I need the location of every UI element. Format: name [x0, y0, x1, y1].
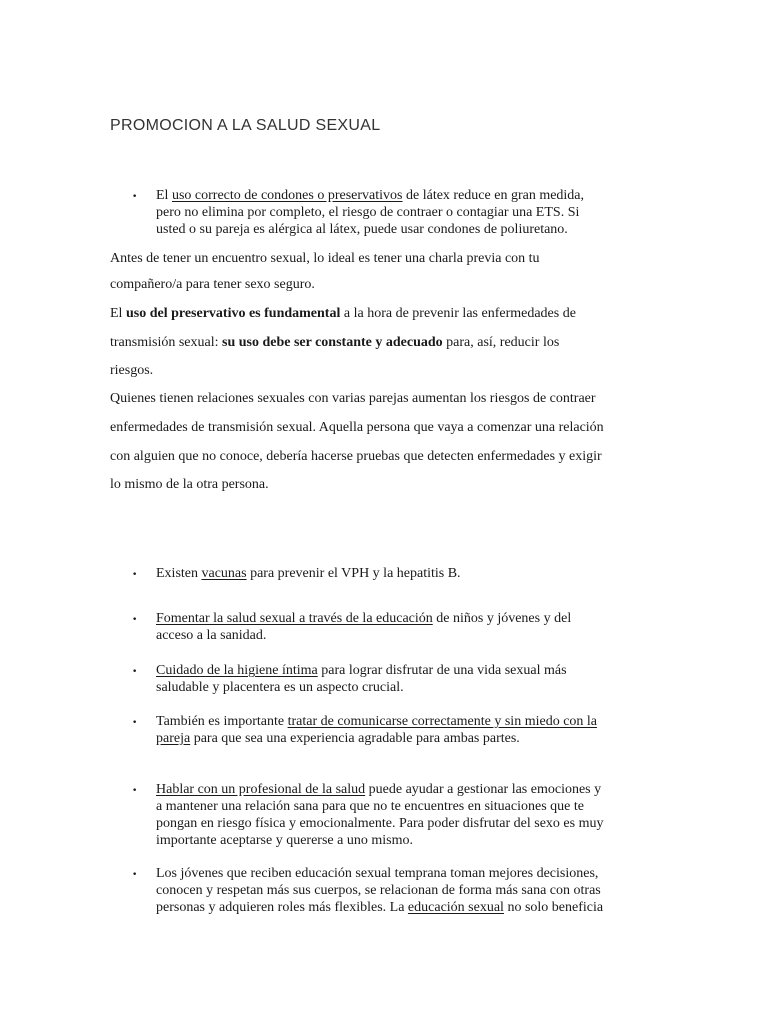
link-fomentar-salud-sexual[interactable]: Fomentar la salud sexual a través de la educación — [156, 611, 433, 626]
bullet-1-line-1: El uso correcto de condones o preservativos de látex reduce en gran medida, — [156, 188, 585, 203]
bullet-3-marker: • — [132, 615, 138, 625]
bullet-1 — [156, 187, 584, 238]
bullet-1-line-2: pero no elimina por completo, el riesgo de contraer o contagiar una ETS. Si — [156, 205, 580, 220]
link-educacion-sexual[interactable]: educación sexual — [407, 900, 504, 915]
bullet-5-marker: • — [132, 718, 138, 728]
bullet-6-marker: • — [132, 786, 138, 796]
document-page: PROMOCION A LA SALUD SEXUAL • El uso correcto de condones o preservativos de látex reduce en gran medida, pero no elimina por completo, el riesgo de contraer o contagiar una ETS. Si usted o su pareja es alérgica al látex, puede usar condones de poliuretano. Antes de tener un encuentro sexual, lo ideal es tener una charla previa con tu compañero/a para tener sexo seguro. El uso del preservativo es fundamental a la hora de prevenir las enfermedades de transmisión sexual: su uso debe ser constante y adecuado para, así, reducir los riesgos. Quienes tienen relaciones sexuales con varias parejas aumentan los riesgos de contraer enfermedades de transmisión sexual. Aquella persona que vaya a comenzar una relación con alguien que no conoce, debería hacerse pruebas que detecten enfermedades y exigir lo mismo de la otra persona. • Existen vacunas para prevenir el VPH y la hepatitis B. • Fomentar la salud sexual a través de la educación de niños y jóvenes y del acceso a la sanidad. • Cuidado de la higiene íntima para lograr disfrutar de una vida sexual más saludable y placentera es un aspecto crucial. • También es importante tratar de comunicarse correctamente y sin miedo con la pareja para que sea una experiencia agradable para ambas partes. • Hablar con un profesional de la salud puede ayudar a gestionar las emociones y a mantener una relación sana para que no te encuentres en situaciones que te pongan en riesgo física y emocionalmente. Para poder disfrutar del sexo es muy importante aceptarse y quererse a uno mismo. • Los jóvenes que reciben educación sexual temprana toman mejores decisiones, conocen y respetan más sus cuerpos, se relacionan de forma más sana con otras personas y adquieren roles más flexibles. La educación sexual no solo beneficia — [0, 0, 768, 1024]
bullet-4: Cuidado de la higiene íntima para lograr disfrutar de una vida sexual más saludable y placentera es un aspecto crucial. — [156, 663, 567, 695]
link-hablar-profesional[interactable]: Hablar con un profesional de la salud — [156, 782, 366, 797]
link-comunicarse[interactable]: tratar de comunicarse correctamente y sin miedo con la — [287, 714, 598, 729]
bullet-6: Hablar con un profesional de la salud puede ayudar a gestionar las emociones y a mantener una relación sana para que no te encuentres en situaciones que te pongan en riesgo física y emocionalmente. Para poder disfrutar del sexo es muy importante aceptarse y quererse a uno mismo. — [156, 782, 604, 848]
bullet-1-line-3: usted o su pareja es alérgica al látex, puede usar condones de poliuretano. — [156, 222, 568, 237]
bullet-4-marker: • — [132, 667, 138, 677]
bullet-7: Los jóvenes que reciben educación sexual temprana toman mejores decisiones, conocen y respetan más sus cuerpos, se relacionan de forma más sana con otras personas y adquieren roles más flexibles. La educación sexual no solo beneficia — [156, 866, 604, 915]
link-uso-correcto-condones[interactable]: uso correcto de condones o preservativos — [171, 188, 403, 203]
bullet-5: También es importante tratar de comunicarse correctamente y sin miedo con la pareja para que sea una experiencia agradable para ambas partes. — [156, 714, 598, 746]
bullet-7-marker: • — [132, 870, 138, 880]
bullet-2-marker: • — [132, 570, 138, 580]
link-pareja[interactable]: pareja — [156, 731, 191, 746]
link-cuidado-higiene[interactable]: Cuidado de la higiene íntima — [156, 663, 318, 678]
bullet-3: Fomentar la salud sexual a través de la educación de niños y jóvenes y del acceso a la sanidad. — [156, 611, 572, 643]
bullet-2: Existen vacunas para prevenir el VPH y la hepatitis B. — [156, 566, 461, 581]
link-vacunas[interactable]: vacunas — [201, 566, 247, 581]
bullet-1-marker: • — [132, 192, 138, 202]
document-title: PROMOCION A LA SALUD SEXUAL — [110, 117, 381, 134]
